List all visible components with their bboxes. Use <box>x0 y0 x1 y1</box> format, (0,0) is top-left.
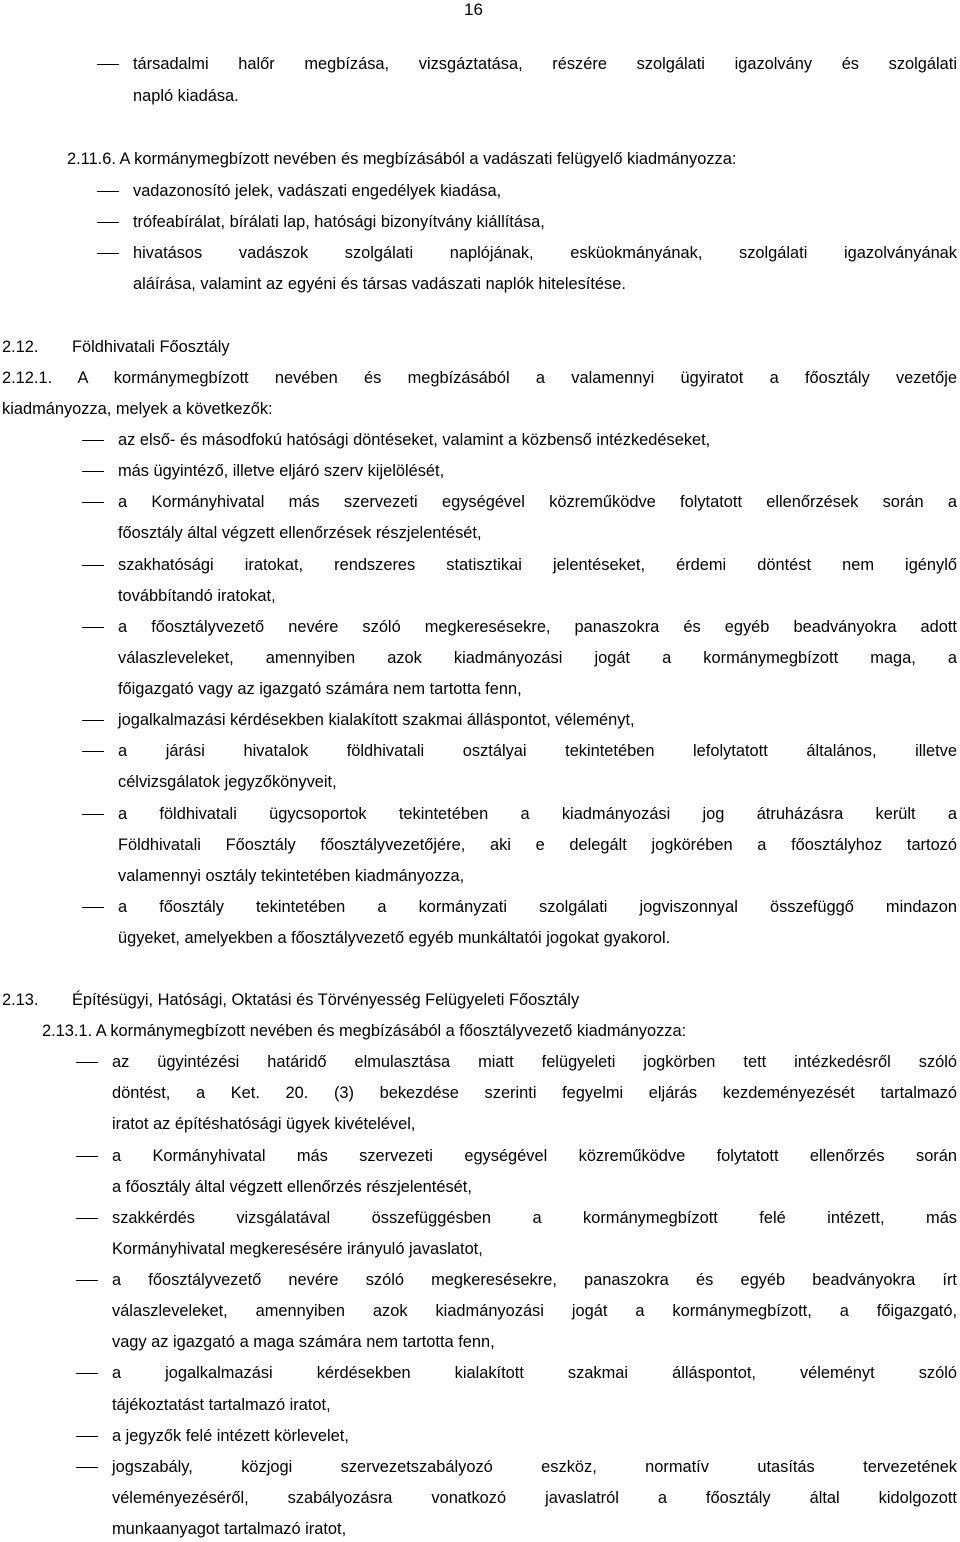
list-dash <box>76 1062 98 1063</box>
list-item-text: válaszleveleket, amennyiben azok kiadmányozási jogát a kormánymegbízott, a főigazgató, <box>112 1302 957 1320</box>
list-dash <box>82 502 104 503</box>
section-paragraph: 2.11.6. A kormánymegbízott nevében és megbízásából a vadászati felügyelő kiadmányozza: <box>67 150 737 168</box>
list-item-text: tájékoztatást tartalmazó iratot, <box>112 1396 331 1414</box>
list-item-text: a jogalkalmazási kérdésekben kialakított szakmai álláspontot, véleményt szóló <box>112 1364 957 1382</box>
list-dash <box>82 751 104 752</box>
list-item-text: vagy az igazgató a maga számára nem tartotta fenn, <box>112 1333 495 1351</box>
section-heading: Földhivatali Főosztály <box>72 338 230 356</box>
list-item-text: a Kormányhivatal más szervezeti egységével közreműködve folytatott ellenőrzés során <box>112 1147 957 1165</box>
list-dash <box>97 191 119 192</box>
list-item-text: iratot az építéshatósági ügyek kivételével, <box>112 1115 416 1133</box>
list-item-text: vadazonosító jelek, vadászati engedélyek kiadása, <box>133 182 502 200</box>
list-item-text: más ügyintéző, illetve eljáró szerv kijelölését, <box>118 462 445 480</box>
list-item-text: a főosztály által végzett ellenőrzés részjelentését, <box>112 1178 472 1196</box>
list-item-text: a jegyzők felé intézett körlevelet, <box>112 1427 349 1445</box>
list-item-text: főigazgató vagy az igazgató számára nem tartotta fenn, <box>118 680 522 698</box>
list-item-text: hivatásos vadászok szolgálati naplójának, esküokmányának, szolgálati igazolványának <box>133 244 957 262</box>
list-item-text: a főosztály tekintetében a kormányzati szolgálati jogviszonnyal összefüggő mindazon <box>118 898 957 916</box>
section-paragraph: 2.13.1. A kormánymegbízott nevében és megbízásából a főosztályvezető kiadmányozza: <box>42 1022 687 1040</box>
list-dash <box>82 471 104 472</box>
list-dash <box>82 565 104 566</box>
list-item-text: a földhivatali ügycsoportok tekintetében a kiadmányozási jog átruházásra került a <box>118 805 957 823</box>
list-dash <box>82 720 104 721</box>
list-item-text: a főosztályvezető nevére szóló megkeresésekre, panaszokra és egyéb beadványokra írt <box>112 1271 957 1289</box>
list-item-text: valamennyi osztály tekintetében kiadmányozza, <box>118 867 465 885</box>
list-item-text: napló kiadása. <box>133 87 239 105</box>
list-dash <box>82 814 104 815</box>
list-dash <box>76 1156 98 1157</box>
list-item-text: Kormányhivatal megkeresésére irányuló javaslatot, <box>112 1240 483 1258</box>
list-dash <box>97 222 119 223</box>
section-heading: Építésügyi, Hatósági, Oktatási és Törvényesség Felügyeleti Főosztály <box>72 991 580 1009</box>
list-item-text: továbbítandó iratokat, <box>118 587 276 605</box>
list-dash <box>97 64 119 65</box>
list-item-text: aláírása, valamint az egyéni és társas vadászati naplók hitelesítése. <box>133 275 626 293</box>
list-dash <box>76 1218 98 1219</box>
list-item-text: Földhivatali Főosztály főosztályvezetőjére, aki e delegált jogkörében a főosztályhoz tartozó <box>118 836 957 854</box>
list-item-text: szakkérdés vizsgálatával összefüggésben a kormánymegbízott felé intézett, más <box>112 1209 957 1227</box>
section-paragraph: 2.12.1. A kormánymegbízott nevében és megbízásából a valamennyi ügyiratot a főosztály vezetője <box>2 369 957 387</box>
list-dash <box>76 1280 98 1281</box>
list-item-text: trófeabírálat, bírálati lap, hatósági bizonyítvány kiállítása, <box>133 213 545 231</box>
list-item-text: a járási hivatalok földhivatali osztályai tekintetében lefolytatott általános, illetve <box>118 742 957 760</box>
list-dash <box>82 440 104 441</box>
list-item-text: a főosztályvezető nevére szóló megkeresésekre, panaszokra és egyéb beadványokra adott <box>118 618 957 636</box>
list-item-text: célvizsgálatok jegyzőkönyveit, <box>118 773 337 791</box>
list-dash <box>76 1436 98 1437</box>
list-item-text: szakhatósági iratokat, rendszeres statisztikai jelentéseket, érdemi döntést nem igénylő <box>118 556 957 574</box>
list-item-text: válaszleveleket, amennyiben azok kiadmányozási jogát a kormánymegbízott maga, a <box>118 649 957 667</box>
list-dash <box>82 907 104 908</box>
list-item-text: munkaanyagot tartalmazó iratot, <box>112 1520 347 1538</box>
list-item-text: az első- és másodfokú hatósági döntéseket, valamint a közbenső intézkedéseket, <box>118 431 711 449</box>
list-item-text: jogszabály, közjogi szervezetszabályozó eszköz, normatív utasítás tervezetének <box>112 1458 957 1476</box>
list-item-text: jogalkalmazási kérdésekben kialakított szakmai álláspontot, véleményt, <box>118 711 635 729</box>
list-dash <box>97 253 119 254</box>
list-item-text: társadalmi halőr megbízása, vizsgáztatása, részére szolgálati igazolvány és szolgálati <box>133 55 957 73</box>
list-dash <box>76 1467 98 1468</box>
list-item-text: véleményezéséről, szabályozásra vonatkozó javaslatról a főosztály által kidolgozott <box>112 1489 957 1507</box>
list-item-text: az ügyintézési határidő elmulasztása miatt felügyeleti jogkörben tett intézkedésről szóló <box>112 1053 957 1071</box>
list-dash <box>76 1373 98 1374</box>
section-number: 2.13. <box>2 991 39 1009</box>
list-item-text: döntést, a Ket. 20. (3) bekezdése szerinti fegyelmi eljárás kezdeményezését tartalmazó <box>112 1084 957 1102</box>
list-item-text: a Kormányhivatal más szervezeti egységével közreműködve folytatott ellenőrzések során a <box>118 493 957 511</box>
list-item-text: főosztály által végzett ellenőrzések részjelentését, <box>118 524 482 542</box>
list-dash <box>82 627 104 628</box>
section-number: 2.12. <box>2 338 39 356</box>
page-number: 16 <box>464 0 483 19</box>
list-item-text: ügyeket, amelyekben a főosztályvezető egyéb munkáltatói jogokat gyakorol. <box>118 929 671 947</box>
section-paragraph: kiadmányozza, melyek a következők: <box>2 400 273 418</box>
